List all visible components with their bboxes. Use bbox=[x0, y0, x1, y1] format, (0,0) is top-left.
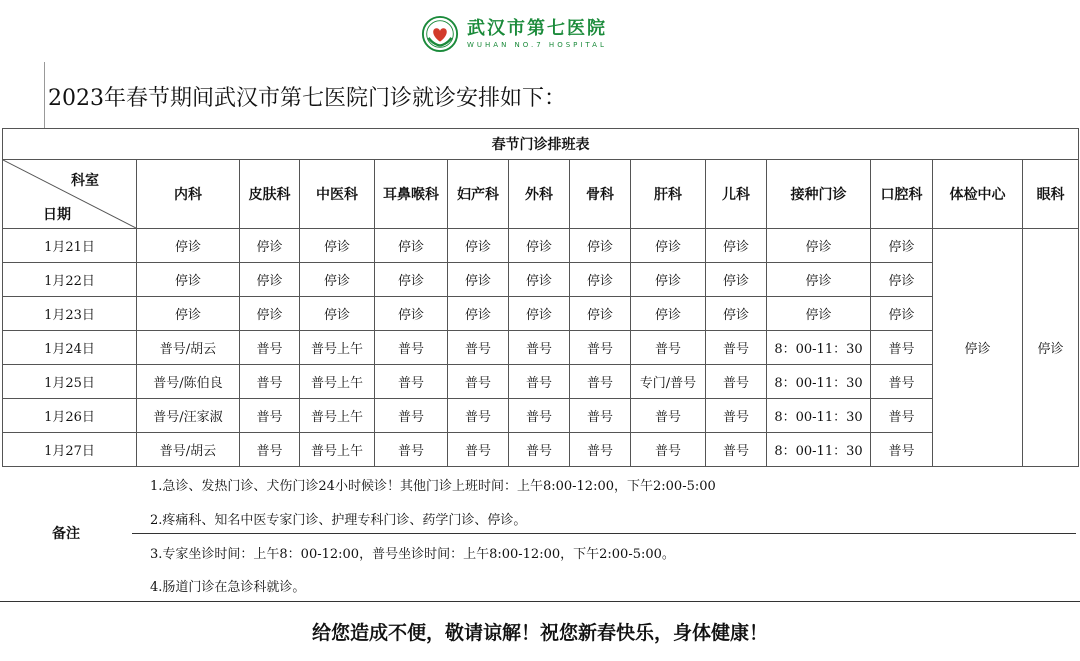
schedule-cell: 普号/汪家淑 bbox=[137, 399, 240, 433]
schedule-cell: 普号 bbox=[706, 433, 767, 467]
schedule-cell: 停诊 bbox=[871, 263, 933, 297]
schedule-cell: 停诊 bbox=[137, 297, 240, 331]
table-row bbox=[3, 365, 1079, 399]
schedule-cell: 普号 bbox=[570, 399, 631, 433]
schedule-cell: 停诊 bbox=[509, 263, 570, 297]
schedule-cell: 普号 bbox=[509, 365, 570, 399]
schedule-cell: 普号 bbox=[448, 331, 509, 365]
schedule-cell: 普号 bbox=[570, 433, 631, 467]
remarks-divider bbox=[132, 533, 1076, 534]
schedule-cell: 普号 bbox=[509, 331, 570, 365]
corner-date-label: 日期 bbox=[43, 207, 71, 223]
dept-header: 儿科 bbox=[706, 160, 767, 229]
dept-header: 皮肤科 bbox=[240, 160, 300, 229]
schedule-cell: 普号 bbox=[871, 433, 933, 467]
dept-header: 肝科 bbox=[631, 160, 706, 229]
schedule-cell: 普号 bbox=[631, 433, 706, 467]
logo-name-en: WUHAN NO.7 HOSPITAL bbox=[467, 41, 607, 49]
schedule-cell: 停诊 bbox=[509, 297, 570, 331]
date-cell: 1月27日 bbox=[3, 433, 137, 467]
schedule-cell: 普号上午 bbox=[300, 331, 375, 365]
schedule-cell: 停诊 bbox=[767, 297, 871, 331]
date-cell: 1月21日 bbox=[3, 229, 137, 263]
schedule-cell: 普号 bbox=[448, 399, 509, 433]
schedule-cell: 普号 bbox=[871, 365, 933, 399]
schedule-cell: 普号 bbox=[375, 331, 448, 365]
schedule-cell: 停诊 bbox=[375, 297, 448, 331]
footer-greeting: 给您造成不便，敬请谅解！祝您新春快乐，身体健康！ bbox=[311, 622, 768, 644]
schedule-cell: 普号/胡云 bbox=[137, 433, 240, 467]
dept-header: 体检中心 bbox=[933, 160, 1023, 229]
schedule-cell: 停诊 bbox=[448, 229, 509, 263]
schedule-cell: 普号 bbox=[375, 399, 448, 433]
schedule-cell: 停诊 bbox=[631, 263, 706, 297]
schedule-cell: 停诊 bbox=[706, 297, 767, 331]
dept-header: 骨科 bbox=[570, 160, 631, 229]
remark-item: 4.肠道门诊在急诊科就诊。 bbox=[150, 580, 306, 595]
schedule-cell: 8：00-11：30 bbox=[767, 399, 871, 433]
schedule-cell: 停诊 bbox=[570, 297, 631, 331]
table-row bbox=[3, 399, 1079, 433]
schedule-cell: 停诊 bbox=[300, 229, 375, 263]
schedule-cell: 普号 bbox=[240, 365, 300, 399]
schedule-cell: 停诊 bbox=[871, 229, 933, 263]
schedule-cell: 普号上午 bbox=[300, 365, 375, 399]
dept-header: 中医科 bbox=[300, 160, 375, 229]
schedule-cell: 普号 bbox=[509, 399, 570, 433]
dept-header: 妇产科 bbox=[448, 160, 509, 229]
schedule-cell: 普号上午 bbox=[300, 433, 375, 467]
schedule-cell: 停诊 bbox=[448, 263, 509, 297]
hospital-emblem-icon bbox=[421, 15, 459, 53]
schedule-cell: 停诊 bbox=[706, 229, 767, 263]
schedule-cell: 停诊 bbox=[300, 263, 375, 297]
schedule-cell: 停诊 bbox=[300, 297, 375, 331]
tijian-merged-cell: 停诊 bbox=[933, 229, 1023, 467]
schedule-cell: 停诊 bbox=[631, 297, 706, 331]
schedule-cell: 停诊 bbox=[509, 229, 570, 263]
schedule-cell: 停诊 bbox=[631, 229, 706, 263]
schedule-cell: 普号 bbox=[240, 433, 300, 467]
dept-header: 眼科 bbox=[1023, 160, 1079, 229]
schedule-cell: 8：00-11：30 bbox=[767, 365, 871, 399]
schedule-cell: 停诊 bbox=[240, 229, 300, 263]
table-row bbox=[3, 229, 1079, 263]
schedule-cell: 停诊 bbox=[767, 263, 871, 297]
schedule-cell: 普号 bbox=[570, 365, 631, 399]
dept-header: 外科 bbox=[509, 160, 570, 229]
table-row bbox=[3, 433, 1079, 467]
date-cell: 1月22日 bbox=[3, 263, 137, 297]
schedule-cell: 普号 bbox=[375, 433, 448, 467]
schedule-cell: 普号/陈伯良 bbox=[137, 365, 240, 399]
date-cell: 1月24日 bbox=[3, 331, 137, 365]
remarks-label: 备注 bbox=[52, 526, 80, 542]
schedule-cell: 停诊 bbox=[570, 229, 631, 263]
table-row bbox=[3, 331, 1079, 365]
schedule-cell: 停诊 bbox=[570, 263, 631, 297]
date-cell: 1月23日 bbox=[3, 297, 137, 331]
table-title: 春节门诊排班表 bbox=[3, 129, 1079, 160]
schedule-cell: 停诊 bbox=[137, 263, 240, 297]
schedule-cell: 普号 bbox=[706, 399, 767, 433]
schedule-cell: 普号 bbox=[448, 365, 509, 399]
schedule-cell: 停诊 bbox=[871, 297, 933, 331]
schedule-cell: 普号 bbox=[871, 399, 933, 433]
remark-item: 3.专家坐诊时间：上午8：00-12:00，普号坐诊时间：上午8:00-12:00，下午2:00-5:00。 bbox=[150, 547, 675, 562]
schedule-cell: 停诊 bbox=[375, 229, 448, 263]
table-row bbox=[3, 263, 1079, 297]
schedule-cell: 普号 bbox=[706, 331, 767, 365]
dept-header: 接种门诊 bbox=[767, 160, 871, 229]
schedule-cell: 停诊 bbox=[767, 229, 871, 263]
margin-line bbox=[44, 62, 45, 128]
schedule-cell: 停诊 bbox=[240, 263, 300, 297]
hospital-logo bbox=[421, 14, 607, 54]
corner-dept-label: 科室 bbox=[71, 173, 99, 189]
schedule-table bbox=[2, 128, 1079, 467]
table-row bbox=[3, 297, 1079, 331]
schedule-cell: 停诊 bbox=[706, 263, 767, 297]
date-cell: 1月25日 bbox=[3, 365, 137, 399]
schedule-cell: 普号上午 bbox=[300, 399, 375, 433]
schedule-cell: 普号 bbox=[570, 331, 631, 365]
schedule-cell: 专门/普号 bbox=[631, 365, 706, 399]
schedule-cell: 普号 bbox=[706, 365, 767, 399]
schedule-cell: 普号 bbox=[631, 399, 706, 433]
remarks-section bbox=[0, 465, 1080, 602]
schedule-cell: 普号 bbox=[631, 331, 706, 365]
schedule-cell: 8：00-11：30 bbox=[767, 433, 871, 467]
dept-header: 内科 bbox=[137, 160, 240, 229]
schedule-cell: 停诊 bbox=[137, 229, 240, 263]
schedule-cell: 普号 bbox=[871, 331, 933, 365]
schedule-cell: 普号 bbox=[509, 433, 570, 467]
remark-item: 2.疼痛科、知名中医专家门诊、护理专科门诊、药学门诊、停诊。 bbox=[150, 513, 527, 528]
schedule-cell: 普号 bbox=[240, 399, 300, 433]
page-heading: 2023年春节期间武汉市第七医院门诊就诊安排如下： bbox=[48, 86, 566, 111]
schedule-cell: 停诊 bbox=[448, 297, 509, 331]
schedule-cell: 停诊 bbox=[375, 263, 448, 297]
remark-item: 1.急诊、发热门诊、犬伤门诊24小时候诊！其他门诊上班时间：上午8:00-12:00，下午2:00-5:00 bbox=[150, 479, 716, 494]
yanke-merged-cell: 停诊 bbox=[1023, 229, 1079, 467]
schedule-cell: 普号 bbox=[448, 433, 509, 467]
logo-name-cn: 武汉市第七医院 bbox=[467, 18, 607, 39]
date-cell: 1月26日 bbox=[3, 399, 137, 433]
dept-header: 口腔科 bbox=[871, 160, 933, 229]
schedule-cell: 普号 bbox=[375, 365, 448, 399]
schedule-cell: 8：00-11：30 bbox=[767, 331, 871, 365]
schedule-cell: 普号/胡云 bbox=[137, 331, 240, 365]
corner-header-cell bbox=[3, 160, 137, 229]
schedule-cell: 普号 bbox=[240, 331, 300, 365]
schedule-cell: 停诊 bbox=[240, 297, 300, 331]
dept-header: 耳鼻喉科 bbox=[375, 160, 448, 229]
